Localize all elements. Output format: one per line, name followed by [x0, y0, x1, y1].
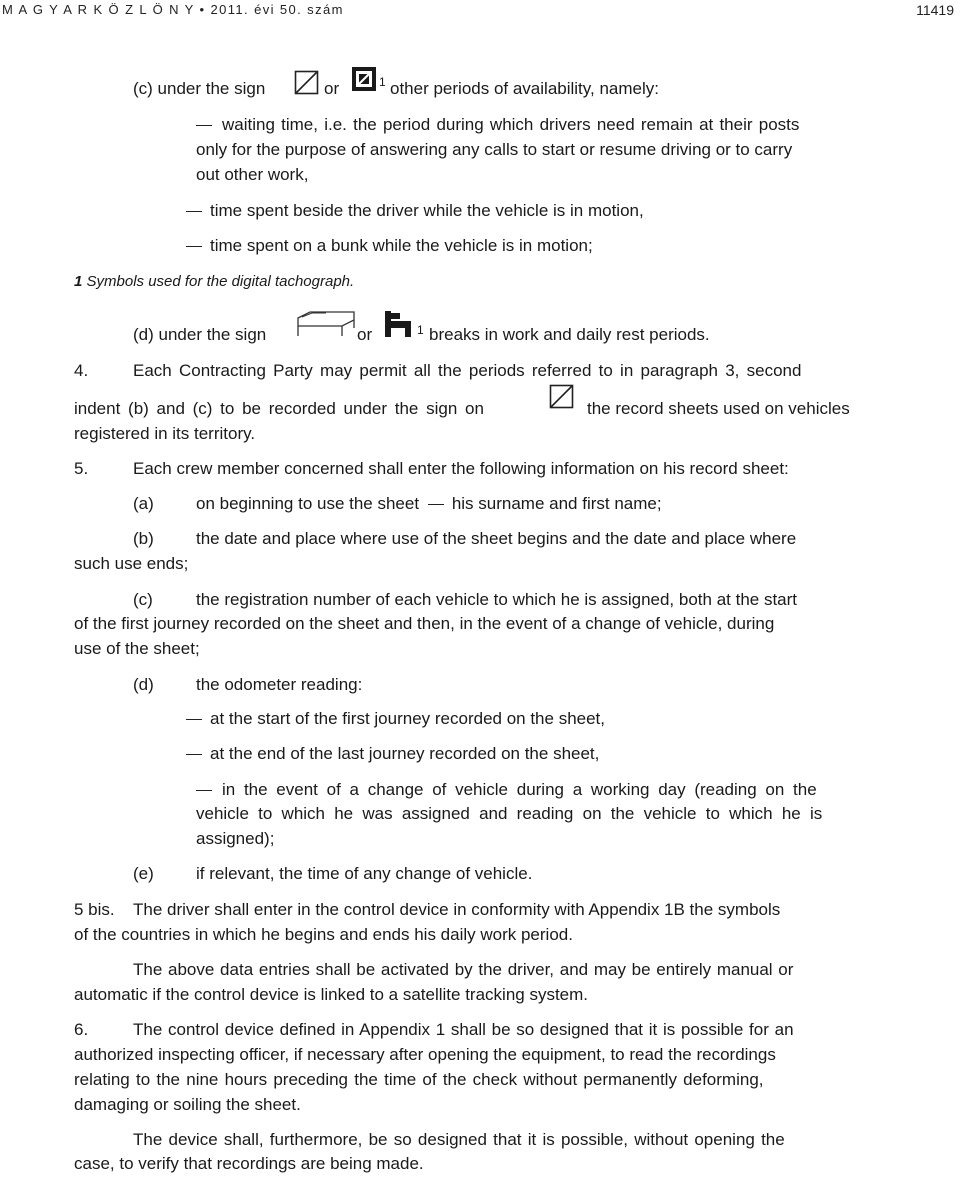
bed-rest-icon — [296, 310, 356, 340]
beside-item — [186, 199, 644, 224]
availability-box-icon-2 — [549, 384, 575, 410]
p5-a-label: (a) — [133, 494, 154, 513]
waiting-line-1: waiting time, i.e. the period during which drivers need remain at their posts — [222, 115, 800, 134]
p5-a-item — [196, 492, 662, 517]
p4-line-2a: indent (b) and (c) to be recorded under the sign on — [74, 399, 484, 418]
c-or: or — [324, 79, 340, 98]
p5-d-item-2 — [186, 742, 599, 767]
page-number: 11419 — [916, 2, 954, 18]
waiting-line-2: only for the purpose of answering any calls to start or resume driving or to carry — [196, 140, 793, 159]
p5-d-item-2-text: at the end of the last journey recorded on the sheet, — [210, 744, 600, 763]
p5-e-text: if relevant, the time of any change of vehicle. — [196, 864, 533, 883]
p5-c-label: (c) — [133, 590, 153, 609]
p5bis-line-2: of the countries in which he begins and ends his daily work period. — [74, 925, 573, 944]
p4-line-2b: the record sheets used on vehicles — [587, 399, 850, 418]
p5bis-p2-line-2: automatic if the control device is linked to a satellite tracking system. — [74, 985, 589, 1004]
footnote-mark: 1 — [74, 273, 83, 290]
p5-d-item-3-line-2: vehicle to which he was assigned and reading on the vehicle to which he is — [196, 804, 823, 823]
footnote-text: Symbols used for the digital tachograph. — [86, 273, 355, 290]
availability-box-icon — [294, 70, 320, 96]
p5-d-text: the odometer reading: — [196, 675, 363, 694]
p5-d-item-3-line-1: in the event of a change of vehicle during a working day (reading on the — [222, 780, 817, 799]
p5-b-label: (b) — [133, 529, 154, 548]
d-or: or — [357, 325, 373, 344]
p5-a-text-2: his surname and first name; — [451, 494, 662, 513]
p5-c-line-1: the registration number of each vehicle to which he is assigned, both at the start — [196, 590, 798, 609]
p6-number: 6. — [74, 1020, 89, 1039]
p6-line-4: damaging or soiling the sheet. — [74, 1095, 301, 1114]
p5bis-line-1: The driver shall enter in the control device in conformity with Appendix 1B the symbols — [133, 900, 781, 919]
p5-intro: Each crew member concerned shall enter the following information on his record sheet: — [133, 459, 789, 478]
waiting-line-3: out other work, — [196, 165, 309, 184]
p5-b-line-1: the date and place where use of the sheet begins and the date and place where — [196, 529, 797, 548]
p6-line-2: authorized inspecting officer, if necessary after opening the equipment, to read the recordings — [74, 1045, 776, 1064]
footnote — [74, 270, 354, 295]
beside-text: time spent beside the driver while the vehicle is in motion, — [210, 201, 644, 220]
p5-d-item-3-dash — [196, 778, 220, 803]
p5-d-item-1-text: at the start of the first journey recorded on the sheet, — [210, 709, 606, 728]
c-sign-suffix: other periods of availability, namely: — [390, 79, 659, 98]
availability-digital-icon — [352, 67, 376, 91]
p6-p2-line-1: The device shall, furthermore, be so designed that it is possible, without opening the — [133, 1130, 785, 1149]
rest-digital-icon — [384, 311, 412, 337]
p6-p2-line-2: case, to verify that recordings are being made. — [74, 1154, 424, 1173]
p5bis-p2-line-1: The above data entries shall be activated by the driver, and may be entirely manual or — [133, 960, 794, 979]
p5-d-item-3-line-3: assigned); — [196, 829, 275, 848]
page-header — [0, 0, 956, 16]
waiting-dash — [196, 113, 220, 138]
p5-a-text: on beginning to use the sheet — [196, 494, 420, 513]
p5-c-line-2: of the first journey recorded on the sheet and then, in the event of a change of vehicle, during — [74, 614, 775, 633]
p6-line-3: relating to the nine hours preceding the time of the check without permanently deforming, — [74, 1070, 764, 1089]
p4-line-1: Each Contracting Party may permit all the periods referred to in paragraph 3, second — [133, 361, 802, 380]
c-footnote-mark: 1 — [379, 75, 386, 89]
p6-line-1: The control device defined in Appendix 1 shall be so designed that it is possible for an — [133, 1020, 794, 1039]
p5-d-item-1 — [186, 707, 605, 732]
d-sign-prefix: (d) under the sign — [133, 325, 267, 344]
p5bis-number: 5 bis. — [74, 900, 115, 919]
p4-line-3: registered in its territory. — [74, 424, 256, 443]
p5-b-line-2: such use ends; — [74, 554, 189, 573]
bunk-item — [186, 234, 593, 259]
p5-e-label: (e) — [133, 864, 154, 883]
c-sign-prefix: (c) under the sign — [133, 79, 266, 98]
p4-number: 4. — [74, 361, 89, 380]
bunk-text: time spent on a bunk while the vehicle is in motion; — [210, 236, 593, 255]
p5-d-label: (d) — [133, 675, 154, 694]
p5-c-line-3: use of the sheet; — [74, 639, 200, 658]
d-footnote-mark: 1 — [417, 323, 424, 337]
p5-number: 5. — [74, 459, 89, 478]
journal-title: M A G Y A R K Ö Z L Ö N Y • 2011. évi 50. szám — [2, 2, 344, 17]
d-sign-suffix: breaks in work and daily rest periods. — [429, 325, 710, 344]
